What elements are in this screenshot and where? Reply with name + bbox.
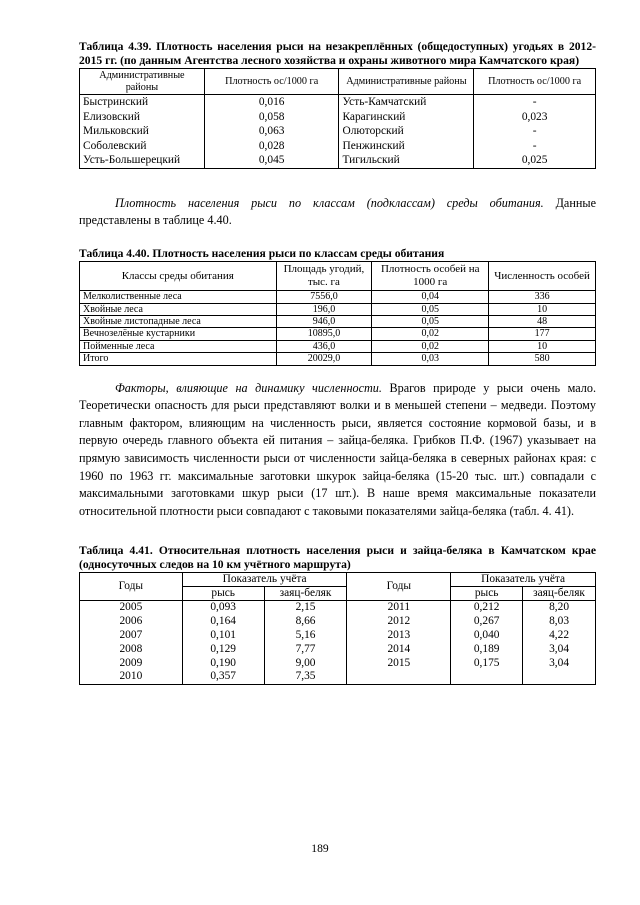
table-row bbox=[80, 303, 596, 315]
table-cell: 0,058 bbox=[204, 110, 339, 125]
table-cell: 7556,0 bbox=[276, 291, 372, 303]
column-header: Плотность ос/1000 га bbox=[204, 69, 339, 95]
paragraph-population-factors bbox=[79, 380, 596, 521]
indicator-header: Показатель учёта bbox=[451, 573, 596, 587]
table-4-40-caption: Таблица 4.40. Плотность населения рыси по классам среды обитания bbox=[79, 246, 445, 260]
table-cell: Хвойные листопадные леса bbox=[80, 316, 277, 328]
table-cell: 10 bbox=[489, 340, 596, 352]
table-cell: 4,22 bbox=[523, 629, 596, 643]
table-cell: Быстринский bbox=[80, 95, 205, 110]
table-row bbox=[80, 139, 596, 154]
table-header-row bbox=[80, 69, 596, 95]
table-cell: 0,05 bbox=[372, 303, 489, 315]
table-row bbox=[80, 643, 596, 657]
page-number: 189 bbox=[311, 842, 329, 855]
table-row bbox=[80, 110, 596, 125]
table-cell: - bbox=[474, 124, 596, 139]
table-cell: 7,35 bbox=[264, 670, 347, 684]
table-cell: 196,0 bbox=[276, 303, 372, 315]
table-cell: 9,00 bbox=[264, 657, 347, 671]
table-cell: 0,025 bbox=[474, 153, 596, 168]
table-cell: 0,028 bbox=[204, 139, 339, 154]
table-cell: 10 bbox=[489, 303, 596, 315]
table-cell: 946,0 bbox=[276, 316, 372, 328]
table-cell: 2,15 bbox=[264, 601, 347, 615]
table-cell: 0,023 bbox=[474, 110, 596, 125]
table-cell bbox=[451, 670, 523, 684]
table-cell: - bbox=[474, 95, 596, 110]
table-cell: Соболевский bbox=[80, 139, 205, 154]
column-header: Площадь угодий, тыс. га bbox=[276, 262, 372, 291]
table-cell: 2013 bbox=[347, 629, 451, 643]
table-cell: 7,77 bbox=[264, 643, 347, 657]
table-cell: 0,164 bbox=[182, 615, 264, 629]
table-cell: 3,04 bbox=[523, 643, 596, 657]
column-header: Классы среды обитания bbox=[80, 262, 277, 291]
table-cell: 336 bbox=[489, 291, 596, 303]
table-cell: 580 bbox=[489, 353, 596, 365]
table-row bbox=[80, 629, 596, 643]
table-cell: 0,04 bbox=[372, 291, 489, 303]
column-header: Плотность особей на 1000 га bbox=[372, 262, 489, 291]
table-cell: Усть-Камчатский bbox=[339, 95, 474, 110]
table-cell: 0,212 bbox=[451, 601, 523, 615]
document-page bbox=[79, 40, 596, 685]
table-cell: 8,66 bbox=[264, 615, 347, 629]
table-header-row bbox=[80, 262, 596, 291]
table-cell: Пойменные леса bbox=[80, 340, 277, 352]
paragraph-habitat-density bbox=[79, 195, 596, 230]
table-cell: 436,0 bbox=[276, 340, 372, 352]
years-header: Годы bbox=[347, 573, 451, 601]
table-cell: 5,16 bbox=[264, 629, 347, 643]
table-4-40 bbox=[79, 261, 596, 365]
paragraph-text: Данные представлены в таблице 4.40. bbox=[79, 195, 596, 228]
table-cell: 0,190 bbox=[182, 657, 264, 671]
table-cell: 2005 bbox=[80, 601, 183, 615]
lynx-subheader: рысь bbox=[451, 587, 523, 601]
table-cell: Тигильский bbox=[339, 153, 474, 168]
table-cell: Усть-Большерецкий bbox=[80, 153, 205, 168]
table-cell: Мелколиственные леса bbox=[80, 291, 277, 303]
table-cell: 2007 bbox=[80, 629, 183, 643]
table-cell: 0,02 bbox=[372, 328, 489, 340]
table-cell: 8,03 bbox=[523, 615, 596, 629]
table-row bbox=[80, 670, 596, 684]
table-cell: 2010 bbox=[80, 670, 183, 684]
hare-subheader: заяц-беляк bbox=[264, 587, 347, 601]
table-cell: 3,04 bbox=[523, 657, 596, 671]
table-row bbox=[80, 340, 596, 352]
table-row bbox=[80, 601, 596, 615]
table-4-41-caption: Таблица 4.41. Относительная плотность населения рыси и зайца-беляка в Камчатском крае (односуточных следов на 10 км учётного маршрута) bbox=[79, 544, 596, 571]
table-cell: 0,175 bbox=[451, 657, 523, 671]
table-cell: 2006 bbox=[80, 615, 183, 629]
table-cell: Вечнозелёные кустарники bbox=[80, 328, 277, 340]
table-cell: - bbox=[474, 139, 596, 154]
table-cell: Карагинский bbox=[339, 110, 474, 125]
column-header: Административные районы bbox=[80, 69, 205, 95]
table-cell: 0,045 bbox=[204, 153, 339, 168]
column-header: Численность особей bbox=[489, 262, 596, 291]
table-cell: 0,189 bbox=[451, 643, 523, 657]
table-row bbox=[80, 153, 596, 168]
paragraph-text: Врагов природе у рыси очень мало. Теоретически опасность для рыси представляют волки и в меньшей степени – медведи. Поэтому главным фактором, влияющим на численность рыси, является состояние кормовой базы, и в первую очередь главного объекта ей питания – зайца-беляка. Грибков П.Ф. (1967) указывает на прямую зависимость численности рыси от численности зайца-беляка в северных районах края: с 1960 по 1963 гг. максимальные заготовки шкурок зайца-беляка (15-20 тыс. шт.) совпадали с максимальными заготовками шкур рыси (17 шт.). В наше время максимальные показатели относительной плотности рыси совпадают с таковыми показателями зайца-беляка (табл. 4. 41). bbox=[79, 380, 596, 518]
table-cell: 0,040 bbox=[451, 629, 523, 643]
table-cell: 2012 bbox=[347, 615, 451, 629]
years-header: Годы bbox=[80, 573, 183, 601]
column-header: Плотность ос/1000 га bbox=[474, 69, 596, 95]
table-cell: 8,20 bbox=[523, 601, 596, 615]
table-cell: 20029,0 bbox=[276, 353, 372, 365]
table-cell: 10895,0 bbox=[276, 328, 372, 340]
table-4-39-caption: Таблица 4.39. Плотность населения рыси на незакреплённых (общедоступных) угодьях в 2012-2015 гг. (по данным Агентства лесного хозяйства и охраны животного мира Камчатского края) bbox=[79, 40, 596, 67]
lynx-subheader: рысь bbox=[182, 587, 264, 601]
indicator-header: Показатель учёта bbox=[182, 573, 347, 587]
table-cell: Елизовский bbox=[80, 110, 205, 125]
table-4-41 bbox=[79, 572, 596, 685]
table-cell: 2011 bbox=[347, 601, 451, 615]
table-row bbox=[80, 291, 596, 303]
table-cell: 48 bbox=[489, 316, 596, 328]
table-cell: 0,093 bbox=[182, 601, 264, 615]
table-cell: 0,016 bbox=[204, 95, 339, 110]
table-cell: 0,357 bbox=[182, 670, 264, 684]
table-cell: 2014 bbox=[347, 643, 451, 657]
table-cell: 2008 bbox=[80, 643, 183, 657]
table-cell: 2015 bbox=[347, 657, 451, 671]
table-cell: Олюторский bbox=[339, 124, 474, 139]
table-cell: Итого bbox=[80, 353, 277, 365]
table-cell: Пенжинский bbox=[339, 139, 474, 154]
table-row bbox=[80, 353, 596, 365]
column-header: Административные районы bbox=[339, 69, 474, 95]
table-4-39 bbox=[79, 68, 596, 169]
table-cell: 0,05 bbox=[372, 316, 489, 328]
paragraph-lead: Факторы, влияющие на динамику численности. bbox=[115, 380, 382, 395]
table-row bbox=[80, 615, 596, 629]
hare-subheader: заяц-беляк bbox=[523, 587, 596, 601]
table-cell bbox=[523, 670, 596, 684]
table-cell bbox=[347, 670, 451, 684]
table-cell: Хвойные леса bbox=[80, 303, 277, 315]
table-row bbox=[80, 95, 596, 110]
table-cell: 0,129 bbox=[182, 643, 264, 657]
table-cell: 0,03 bbox=[372, 353, 489, 365]
table-cell: 2009 bbox=[80, 657, 183, 671]
table-row bbox=[80, 316, 596, 328]
table-cell: 0,063 bbox=[204, 124, 339, 139]
table-row bbox=[80, 657, 596, 671]
table-cell: 0,267 bbox=[451, 615, 523, 629]
table-header-row bbox=[80, 573, 596, 587]
table-cell: 0,02 bbox=[372, 340, 489, 352]
table-cell: 0,101 bbox=[182, 629, 264, 643]
table-row bbox=[80, 124, 596, 139]
paragraph-lead: Плотность населения рыси по классам (подклассам) среды обитания. bbox=[115, 195, 544, 210]
table-cell: Мильковский bbox=[80, 124, 205, 139]
table-row bbox=[80, 328, 596, 340]
table-cell: 177 bbox=[489, 328, 596, 340]
